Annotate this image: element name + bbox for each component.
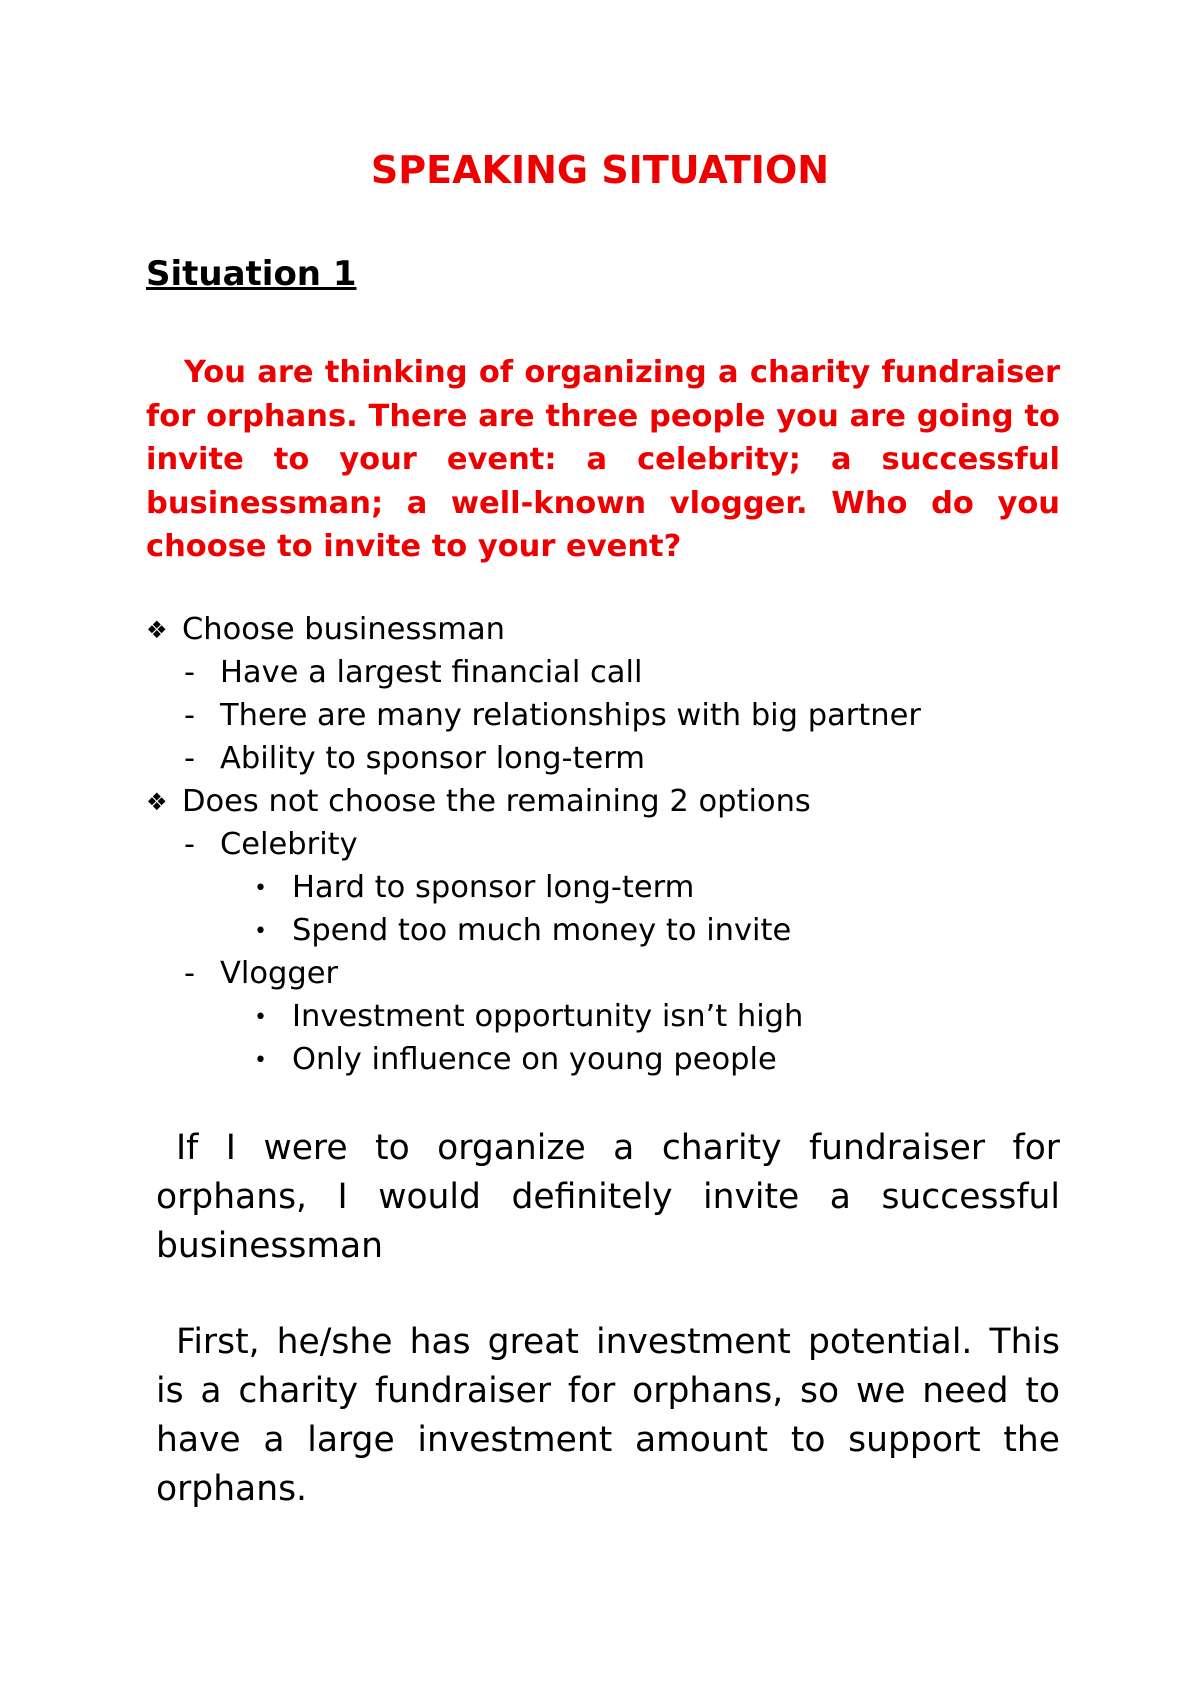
outline-rejected-label: Does not choose the remaining 2 options [182, 784, 811, 819]
reason-text: Have a largest financial call [220, 655, 643, 690]
list-item [254, 1039, 777, 1082]
list-item [184, 695, 921, 737]
dash-bullet-icon: - [184, 741, 196, 776]
dash-bullet-icon: - [184, 655, 196, 690]
outline-choice-label: Choose businessman [182, 612, 505, 647]
dot-bullet-icon: • [254, 876, 267, 901]
dot-bullet-icon: • [254, 1048, 267, 1073]
reason-text: Ability to sponsor long-term [220, 741, 645, 776]
situation-prompt: You are thinking of organizing a charity fundraiser for orphans. There are three people you are going to invite to your event: a celebrity; a successful businessman; a well-known vlogger. Who do you choose to invite to your event? [146, 355, 1060, 564]
point-text: Hard to sponsor long-term [292, 870, 695, 905]
diamond-bullet-icon: ❖ [146, 616, 168, 644]
body-paragraph: First, he/she has great investment potential. This is a charity fundraiser for orphans, so we need to have a large investment amount to support the orphans. [156, 1322, 1060, 1509]
dot-bullet-icon: • [254, 919, 267, 944]
outline-choice [146, 609, 505, 651]
body-paragraph: If I were to organize a charity fundraiser for orphans, I would definitely invite a successful businessman [156, 1128, 1060, 1266]
list-item [254, 910, 791, 953]
list-item [184, 652, 642, 694]
page-title: SPEAKING SITUATION [370, 148, 830, 192]
situation-heading: Situation 1 [146, 254, 357, 294]
dash-bullet-icon: - [184, 698, 196, 733]
list-item [254, 996, 803, 1039]
reason-text: There are many relationships with big partner [220, 698, 921, 733]
point-text: Spend too much money to invite [292, 913, 792, 948]
option-name: Vlogger [220, 956, 339, 991]
diamond-bullet-icon: ❖ [146, 788, 168, 816]
list-item [184, 953, 338, 995]
list-item [184, 738, 645, 780]
outline-rejected [146, 781, 811, 823]
dash-bullet-icon: - [184, 956, 196, 991]
list-item [184, 824, 358, 866]
option-name: Celebrity [220, 827, 358, 862]
dot-bullet-icon: • [254, 1005, 267, 1030]
list-item [254, 867, 694, 910]
dash-bullet-icon: - [184, 827, 196, 862]
point-text: Only influence on young people [292, 1042, 777, 1077]
point-text: Investment opportunity isn’t high [292, 999, 804, 1034]
